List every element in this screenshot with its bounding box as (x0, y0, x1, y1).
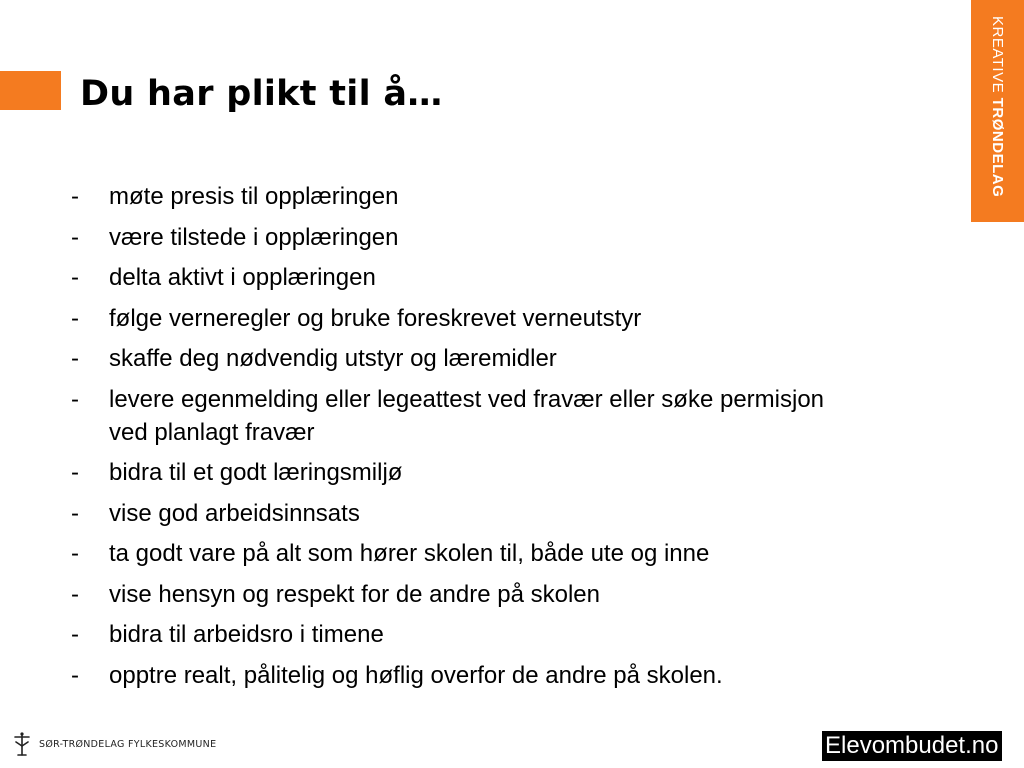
bullet-dash: - (71, 183, 79, 210)
bullet-dash: - (71, 459, 79, 486)
county-crest-icon (12, 731, 32, 757)
list-item (66, 261, 886, 294)
bullet-dash: - (71, 264, 79, 291)
list-item-text: være tilstede i opplæringen (109, 223, 399, 251)
duty-list (66, 180, 886, 699)
brand-light-text: KREATIVE (988, 16, 1006, 98)
list-item-text: følge verneregler og bruke foreskrevet verneutstyr (109, 304, 642, 332)
list-item-text: vise god arbeidsinnsats (109, 499, 360, 527)
bullet-dash: - (71, 540, 79, 567)
list-item-text: skaffe deg nødvendig utstyr og læremidler (109, 345, 557, 372)
list-item (66, 659, 886, 692)
list-item (66, 578, 886, 611)
brand-tab (971, 0, 1024, 222)
list-item-text: ta godt vare på alt som hører skolen til, både ute og inne (109, 540, 710, 567)
brand-bold-text: TRØNDELAG (988, 97, 1006, 198)
list-item (66, 180, 886, 213)
list-item-text: bidra til et godt læringsmiljø (109, 459, 403, 486)
list-item-text: levere egenmelding eller legeattest ved fravær eller søke permisjon ved planlagt fravær (109, 385, 825, 446)
accent-bar (0, 71, 61, 110)
list-item (66, 383, 849, 449)
list-item (66, 497, 886, 530)
list-item (66, 456, 886, 489)
brand-logo-text (989, 16, 1006, 197)
list-item (66, 342, 886, 375)
bullet-dash: - (71, 223, 79, 251)
footer-logo (12, 730, 216, 758)
bullet-dash: - (71, 304, 79, 332)
list-item (66, 302, 886, 335)
list-item (66, 618, 886, 651)
bullet-dash: - (71, 661, 79, 689)
list-item-text: vise hensyn og respekt for de andre på skolen (109, 580, 600, 608)
bullet-dash: - (71, 345, 79, 372)
list-item-text: opptre realt, pålitelig og høflig overfor de andre på skolen. (109, 661, 723, 689)
watermark: Elevombudet.no (822, 731, 1002, 761)
bullet-dash: - (71, 499, 79, 527)
list-item-text: møte presis til opplæringen (109, 183, 399, 210)
list-item (66, 221, 886, 254)
bullet-dash: - (71, 621, 79, 648)
footer-org-name: SØR-TRØNDELAG FYLKESKOMMUNE (39, 738, 217, 750)
list-item (66, 537, 886, 570)
bullet-dash: - (71, 385, 79, 413)
list-item-text: bidra til arbeidsro i timene (109, 621, 384, 648)
slide-title: Du har plikt til å… (80, 74, 443, 114)
bullet-dash: - (71, 580, 79, 608)
list-item-text: delta aktivt i opplæringen (109, 264, 376, 291)
